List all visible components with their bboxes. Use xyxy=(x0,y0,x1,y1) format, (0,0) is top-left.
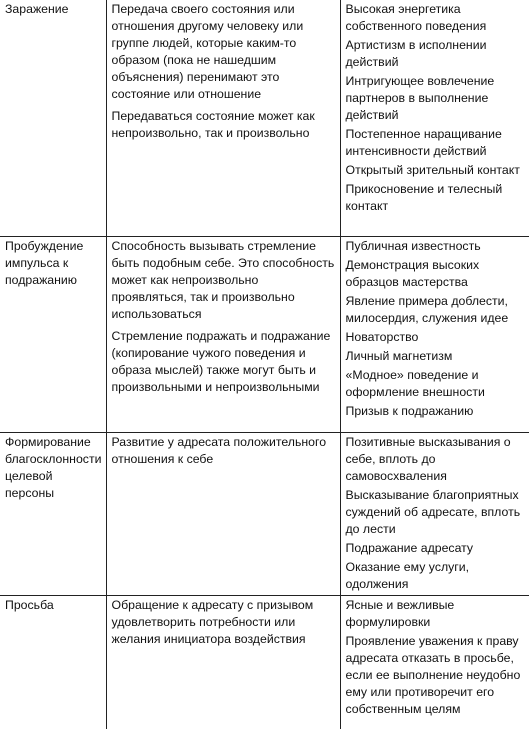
description-cell xyxy=(106,0,340,237)
technique-item: Открытый зрительный контакт xyxy=(346,162,526,179)
technique-item: Высокая энергетика собственного поведения xyxy=(346,1,526,35)
technique-item: «Модное» поведение и оформление внешности xyxy=(346,367,526,401)
technique-item: Подражание адресату xyxy=(346,540,526,557)
techniques-cell xyxy=(340,433,529,596)
description-paragraph: Стремление подражать и подражание (копирование чужого поведения и образа мыслей) также могут быть и произвольными и непроизвольными xyxy=(112,328,336,396)
table-row xyxy=(0,0,529,237)
description-cell xyxy=(106,237,340,433)
table-row xyxy=(0,596,529,729)
description-paragraph: Обращение к адресату с призывом удовлетворить потребности или желания инициатора воздействия xyxy=(112,597,336,648)
technique-item: Ясные и вежливые формулировки xyxy=(346,597,526,631)
technique-item: Постепенное наращивание интенсивности действий xyxy=(346,126,526,160)
method-name-cell xyxy=(0,433,106,596)
method-name: Пробуждение импульса к подражанию xyxy=(5,239,83,287)
description-paragraph: Передача своего состояния или отношения другому человеку или группе людей, которые каким-то образом (пока не нашедшим объяснения) перенимают это состояние или отношение xyxy=(112,1,336,103)
description-cell xyxy=(106,433,340,596)
table-row xyxy=(0,237,529,433)
method-name-cell xyxy=(0,0,106,237)
technique-item: Публичная известность xyxy=(346,238,526,255)
technique-item: Явление примера доблести, милосердия, служения идее xyxy=(346,293,526,327)
description-paragraph: Способность вызывать стремление быть подобным себе. Это способность может как непроизвольно проявляться, так и произвольно использоваться xyxy=(112,238,336,323)
techniques-cell xyxy=(340,596,529,729)
techniques-cell xyxy=(340,0,529,237)
technique-item: Проявление уважения к праву адресата отказать в просьбе, если ее выполнение неудобно ему или противоречит его собственным целям xyxy=(346,633,526,718)
technique-item: Призыв к подражанию xyxy=(346,403,526,420)
method-name-cell xyxy=(0,596,106,729)
technique-item: Новаторство xyxy=(346,329,526,346)
method-name: Формирование благосклонности целевой персоны xyxy=(5,435,101,500)
techniques-cell xyxy=(340,237,529,433)
technique-item: Личный магнетизм xyxy=(346,348,526,365)
description-paragraph: Передаваться состояние может как непроизвольно, так и произвольно xyxy=(112,108,336,142)
technique-item: Прикосновение и телесный контакт xyxy=(346,181,526,215)
technique-item: Высказывание благоприятных суждений об адресате, вплоть до лести xyxy=(346,487,526,538)
method-name: Просьба xyxy=(5,598,54,612)
method-name: Заражение xyxy=(5,2,69,16)
technique-item: Оказание ему услуги, одолжения xyxy=(346,559,526,593)
technique-item: Демонстрация высоких образцов мастерства xyxy=(346,257,526,291)
technique-item: Артистизм в исполнении действий xyxy=(346,37,526,71)
method-name-cell xyxy=(0,237,106,433)
description-paragraph: Развитие у адресата положительного отношения к себе xyxy=(112,434,336,468)
table-row xyxy=(0,433,529,596)
description-cell xyxy=(106,596,340,729)
technique-item: Интригующее вовлечение партнеров в выполнение действий xyxy=(346,73,526,124)
technique-item: Позитивные высказывания о себе, вплоть до самовосхваления xyxy=(346,434,526,485)
